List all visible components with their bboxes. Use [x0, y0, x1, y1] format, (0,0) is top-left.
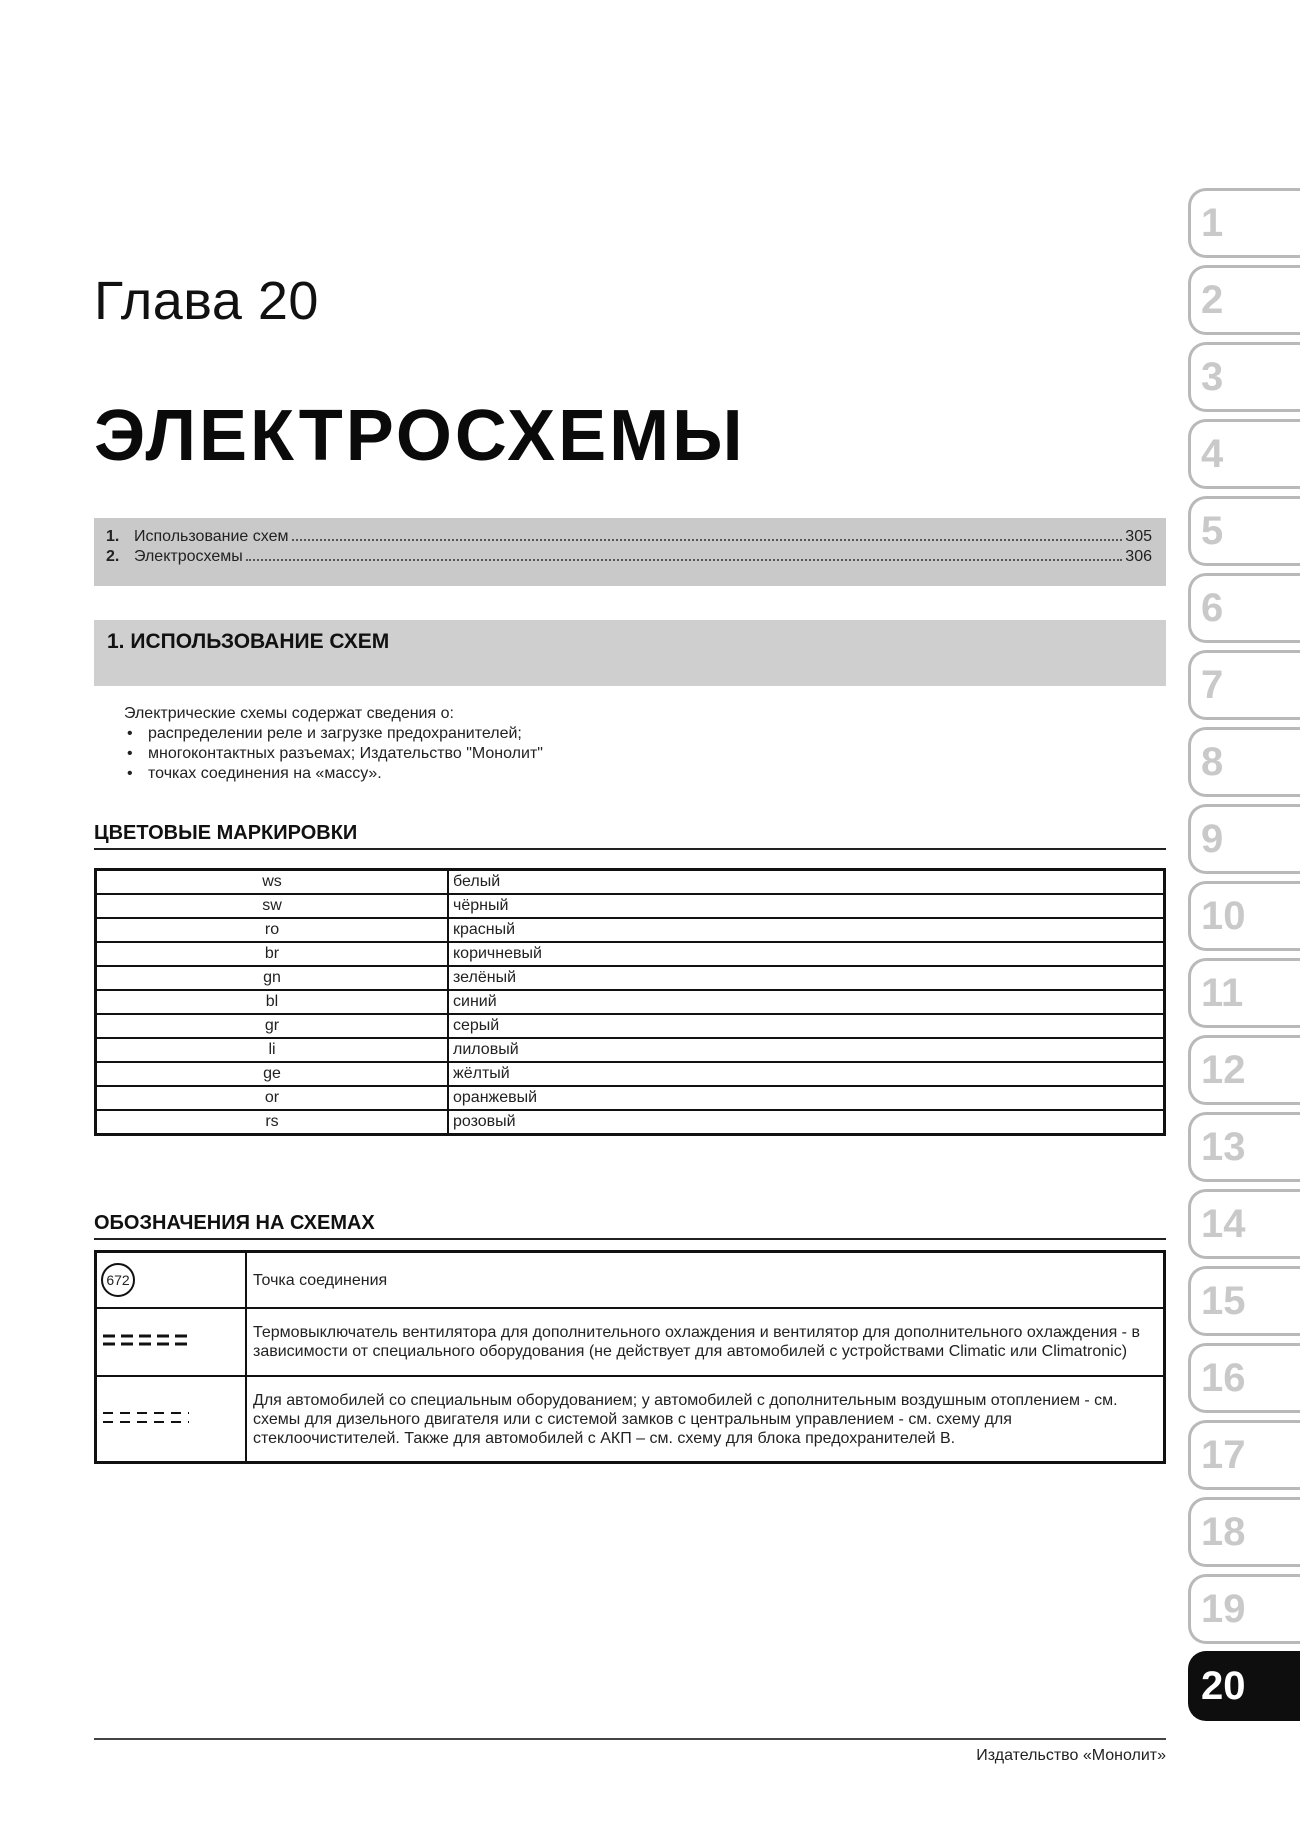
color-codes-table [94, 868, 1166, 1136]
symbol-description: Для автомобилей со специальным оборудованием; у автомобилей с дополнительным воздушным отоплением - см. схемы для дизельного двигателя или с системой замков с центральным управлением - см. схему для стеклоочистителей. Также для автомобилей с АКП – см. схему для блока предохранителей В. [246, 1376, 1165, 1463]
chapter-tab-17[interactable] [1188, 1420, 1300, 1490]
chapter-tab-20-active[interactable] [1188, 1651, 1300, 1721]
table-row [96, 1086, 1165, 1110]
color-name: розовый [448, 1110, 1165, 1135]
color-name: жёлтый [448, 1062, 1165, 1086]
tab-label: 19 [1201, 1587, 1246, 1631]
color-code: gn [96, 966, 449, 990]
tab-label: 11 [1201, 971, 1244, 1015]
tab-label: 15 [1201, 1279, 1246, 1323]
table-row [96, 1038, 1165, 1062]
tab-label: 10 [1201, 894, 1246, 938]
table-row [96, 966, 1165, 990]
table-row [96, 1110, 1165, 1135]
color-name: белый [448, 870, 1165, 895]
chapter-label: Глава 20 [94, 271, 319, 331]
color-name: коричневый [448, 942, 1165, 966]
chapter-tab-18[interactable] [1188, 1497, 1300, 1567]
chapter-tab-4[interactable] [1188, 419, 1300, 489]
symbols-heading: ОБОЗНАЧЕНИЯ НА СХЕМАХ [94, 1212, 375, 1234]
chapter-tab-7[interactable] [1188, 650, 1300, 720]
symbols-heading-rule [94, 1238, 1166, 1240]
color-code: bl [96, 990, 449, 1014]
color-name: лиловый [448, 1038, 1165, 1062]
table-row [96, 918, 1165, 942]
chapter-tab-15[interactable] [1188, 1266, 1300, 1336]
toc-title: Использование схем [134, 528, 289, 545]
chapter-title: ЭЛЕКТРОСХЕМЫ [94, 396, 746, 476]
table-row [96, 894, 1165, 918]
table-row [96, 942, 1165, 966]
tab-label: 17 [1201, 1433, 1246, 1477]
tab-label: 18 [1201, 1510, 1246, 1554]
tab-label: 12 [1201, 1048, 1246, 1092]
color-code: ge [96, 1062, 449, 1086]
chapter-tab-2[interactable] [1188, 265, 1300, 335]
tab-label: 13 [1201, 1125, 1246, 1169]
toc-leader [292, 539, 1123, 541]
table-of-contents [94, 518, 1166, 586]
chapter-tab-3[interactable] [1188, 342, 1300, 412]
symbols-table [94, 1250, 1166, 1464]
table-row [96, 1252, 1165, 1309]
tab-label: 8 [1201, 740, 1224, 784]
toc-page: 306 [1125, 548, 1152, 565]
list-item: • точках соединения на «массу». [124, 764, 543, 784]
chapter-tab-6[interactable] [1188, 573, 1300, 643]
chapter-tab-11[interactable] [1188, 958, 1300, 1028]
toc-entry[interactable] [94, 548, 1166, 568]
toc-entry[interactable] [94, 528, 1166, 548]
tab-label: 9 [1201, 817, 1224, 861]
chapter-tab-1[interactable] [1188, 188, 1300, 258]
toc-number: 2. [106, 548, 120, 565]
colors-heading-rule [94, 848, 1166, 850]
section-header [94, 620, 1166, 686]
color-code: sw [96, 894, 449, 918]
symbol-description: Точка соединения [246, 1252, 1165, 1309]
table-row [96, 990, 1165, 1014]
intro-text [124, 704, 543, 784]
chapter-tab-16[interactable] [1188, 1343, 1300, 1413]
connection-point-circle-icon: 672 [101, 1263, 135, 1297]
color-code: rs [96, 1110, 449, 1135]
tab-label: 4 [1201, 432, 1224, 476]
color-code: ro [96, 918, 449, 942]
color-code: or [96, 1086, 449, 1110]
table-row [96, 1376, 1165, 1463]
chapter-tab-19[interactable] [1188, 1574, 1300, 1644]
color-code: li [96, 1038, 449, 1062]
color-code: ws [96, 870, 449, 895]
color-name: чёрный [448, 894, 1165, 918]
toc-page: 305 [1125, 528, 1152, 545]
tab-label: 7 [1201, 663, 1224, 707]
color-name: оранжевый [448, 1086, 1165, 1110]
intro-list [124, 724, 543, 784]
color-code: gr [96, 1014, 449, 1038]
section-title: 1. ИСПОЛЬЗОВАНИЕ СХЕМ [107, 630, 390, 653]
tab-label: 14 [1201, 1202, 1246, 1246]
tab-label: 5 [1201, 509, 1224, 553]
symbol-description: Термовыключатель вентилятора для дополнительного охлаждения и вентилятор для дополнительного охлаждения - в зависимости от специального оборудования (не действует для автомобилей с устройствами Climatic или Climatronic) [246, 1308, 1165, 1376]
list-item: • распределении реле и загрузке предохранителей; [124, 724, 543, 744]
toc-title: Электросхемы [134, 548, 243, 565]
toc-leader [246, 559, 1123, 561]
table-row [96, 1014, 1165, 1038]
tab-label: 2 [1201, 278, 1224, 322]
color-code: br [96, 942, 449, 966]
table-row [96, 1308, 1165, 1376]
chapter-tab-14[interactable] [1188, 1189, 1300, 1259]
tab-label: 20 [1201, 1664, 1246, 1708]
color-name: серый [448, 1014, 1165, 1038]
symbol-cell [96, 1308, 247, 1376]
table-row [96, 1062, 1165, 1086]
colors-heading: ЦВЕТОВЫЕ МАРКИРОВКИ [94, 822, 358, 844]
chapter-tab-13[interactable] [1188, 1112, 1300, 1182]
dashed-line-icon [101, 1408, 191, 1426]
chapter-tab-12[interactable] [1188, 1035, 1300, 1105]
chapter-tab-8[interactable] [1188, 727, 1300, 797]
tab-label: 6 [1201, 586, 1224, 630]
intro-lead: Электрические схемы содержат сведения о: [124, 705, 454, 722]
tab-label: 16 [1201, 1356, 1246, 1400]
color-name: красный [448, 918, 1165, 942]
chapter-tab-9[interactable] [1188, 804, 1300, 874]
tab-label: 1 [1201, 201, 1224, 245]
chapter-tab-5[interactable] [1188, 496, 1300, 566]
color-name: зелёный [448, 966, 1165, 990]
symbol-cell [96, 1376, 247, 1463]
tab-label: 3 [1201, 355, 1224, 399]
color-name: синий [448, 990, 1165, 1014]
chapter-tab-10[interactable] [1188, 881, 1300, 951]
list-item: • многоконтактных разъемах; Издательство "Монолит" [124, 744, 543, 764]
double-dashed-line-icon [101, 1331, 191, 1349]
table-row [96, 870, 1165, 895]
symbol-cell [96, 1252, 247, 1309]
toc-number: 1. [106, 528, 120, 545]
footer-rule [94, 1738, 1166, 1740]
footer-publisher: Издательство «Монолит» [976, 1747, 1166, 1764]
